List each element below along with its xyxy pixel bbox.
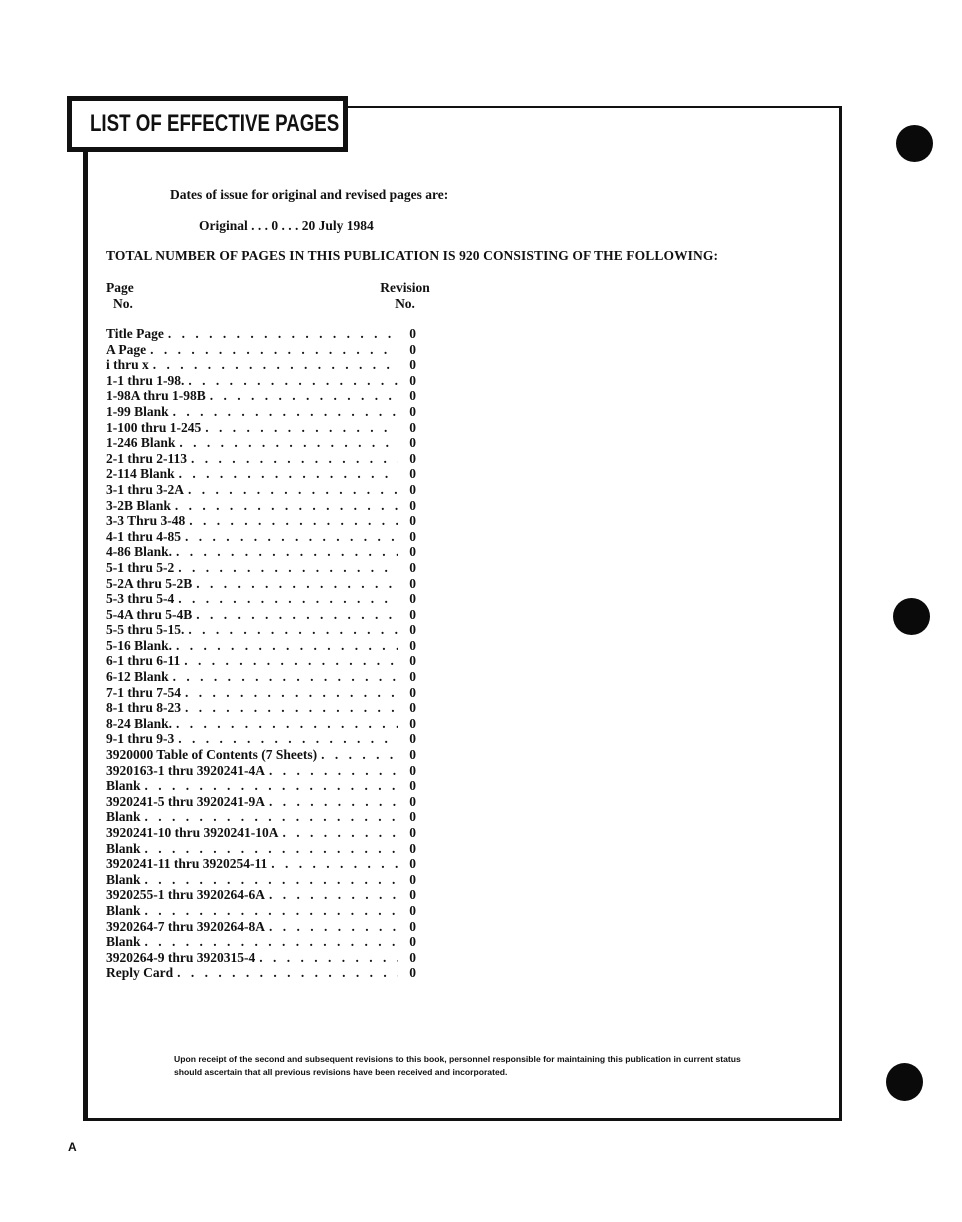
page-number-cell: Blank [106,934,141,950]
table-row [106,965,416,981]
revision-number-cell: 0 [409,918,416,934]
page-no-header [106,280,134,312]
page-number-cell: 5-5 thru 5-15. [106,622,185,638]
page-number-cell: 1-100 thru 1-245 [106,419,202,435]
page-number-cell: 3920000 Table of Contents (7 Sheets) [106,747,318,763]
page-number-cell: 5-4A thru 5-4B [106,606,193,622]
dot-leader [174,560,398,576]
table-row [106,887,416,903]
page-number-cell: 3-3 Thru 3-48 [106,513,186,529]
revision-number-cell: 0 [409,372,416,388]
revision-number-cell: 0 [409,466,416,482]
punch-hole-top [896,125,933,162]
table-row [106,435,416,451]
dot-leader [192,576,398,592]
page-number-cell: 6-1 thru 6-11 [106,653,181,669]
page-number-cell: 1-98A thru 1-98B [106,388,206,404]
effective-pages-list [106,326,416,981]
page-number-cell: Blank [106,871,141,887]
page-number-cell: 5-2A thru 5-2B [106,575,193,591]
dot-leader [141,778,398,794]
revision-number-cell: 0 [409,669,416,685]
revision-number-cell: 0 [409,419,416,435]
table-row [106,638,416,654]
page-number-cell: 8-24 Blank. [106,715,173,731]
table-row [106,763,416,779]
table-row [106,747,416,763]
dot-leader [146,342,398,358]
revision-number-cell: 0 [409,481,416,497]
dot-leader [317,747,398,763]
revision-header-line2: No. [395,296,415,311]
dot-leader [181,529,398,545]
punch-hole-middle [893,598,930,635]
table-row [106,466,416,482]
table-row [106,841,416,857]
page-number-cell: 1-246 Blank [106,435,176,451]
table-row [106,326,416,342]
page-header-line2: No. [113,296,133,311]
table-row [106,622,416,638]
table-row [106,576,416,592]
page-number-cell: 3920163-1 thru 3920241-4A [106,762,265,778]
dot-leader [184,373,398,389]
page-number-cell: 4-1 thru 4-85 [106,528,181,544]
table-row [106,513,416,529]
dot-leader [172,716,398,732]
table-row [106,809,416,825]
revision-number-cell: 0 [409,357,416,373]
dot-leader [172,638,398,654]
revision-number-cell: 0 [409,840,416,856]
revision-number-cell: 0 [409,809,416,825]
revision-number-cell: 0 [409,575,416,591]
page-number-cell: 1-99 Blank [106,403,169,419]
revision-number-cell: 0 [409,559,416,575]
dates-of-issue-line: Dates of issue for original and revised pages are: [170,187,449,202]
dot-leader [181,685,398,701]
table-row [106,357,416,373]
revision-number-cell: 0 [409,700,416,716]
revision-number-cell: 0 [409,591,416,607]
revision-number-cell: 0 [409,871,416,887]
revision-number-cell: 0 [409,902,416,918]
table-row [106,700,416,716]
table-row [106,373,416,389]
dot-leader [169,669,398,685]
page-number-cell: 1-1 thru 1-98. [106,372,185,388]
revision-number-cell: 0 [409,747,416,763]
revision-number-cell: 0 [409,544,416,560]
total-pages-line: TOTAL NUMBER OF PAGES IN THIS PUBLICATION IS 920 CONSISTING OF THE FOLLOWING: [106,248,719,263]
revision-number-cell: 0 [409,403,416,419]
revision-number-cell: 0 [409,684,416,700]
dot-leader [255,950,398,966]
dot-leader [187,451,398,467]
table-row [106,560,416,576]
dot-leader [141,903,398,919]
table-row [106,950,416,966]
page-number-cell: Blank [106,809,141,825]
dot-leader [265,763,398,779]
table-row [106,872,416,888]
table-row [106,825,416,841]
table-row [106,653,416,669]
revision-number-cell: 0 [409,341,416,357]
page-number-cell: 9-1 thru 9-3 [106,731,175,747]
dot-leader [174,591,398,607]
table-row [106,856,416,872]
page-number-cell: 2-114 Blank [106,466,175,482]
table-row [106,607,416,623]
revision-number-cell: 0 [409,513,416,529]
table-row [106,498,416,514]
page-number-cell: 3920241-10 thru 3920241-10A [106,825,279,840]
page-number-cell: Title Page [106,326,164,341]
table-row [106,482,416,498]
page-number-cell: Reply Card [106,965,174,981]
page-number-cell: 6-12 Blank [106,669,169,685]
page-number-cell: 5-1 thru 5-2 [106,559,175,575]
dot-leader [180,653,398,669]
page-number-cell: 3920264-9 thru 3920315-4 [106,949,256,965]
page-number-cell: 5-3 thru 5-4 [106,591,175,607]
revision-number-cell: 0 [409,856,416,872]
dot-leader [164,326,398,342]
page-number-cell: 3920264-7 thru 3920264-8A [106,918,265,934]
page-title: LIST OF EFFECTIVE PAGES [90,110,340,137]
dot-leader [149,357,398,373]
dot-leader [181,700,398,716]
revision-number-cell: 0 [409,606,416,622]
page-number-cell: 3920255-1 thru 3920264-6A [106,887,265,903]
revision-number-cell: 0 [409,715,416,731]
revision-number-cell: 0 [409,326,416,341]
revision-number-cell: 0 [409,949,416,965]
table-row [106,451,416,467]
page-number-cell: 2-1 thru 2-113 [106,450,187,466]
page-number-cell: A Page [106,341,147,357]
dot-leader [265,919,398,935]
page-number-cell: 8-1 thru 8-23 [106,700,181,716]
table-row [106,420,416,436]
page-number-cell: 7-1 thru 7-54 [106,684,181,700]
revision-number-cell: 0 [409,622,416,638]
original-issue-line: Original . . . 0 . . . 20 July 1984 [199,218,374,233]
page-number-cell: 3920241-5 thru 3920241-9A [106,793,265,809]
punch-hole-bottom [886,1063,923,1101]
table-row [106,716,416,732]
page-letter: A [68,1140,77,1154]
table-row [106,342,416,358]
page-number-cell: i thru x [106,357,149,373]
page-number-cell: 3920241-11 thru 3920254-11 [106,856,268,872]
revision-no-header [374,280,436,312]
dot-leader [169,404,398,420]
dot-leader [184,622,398,638]
dot-leader [141,872,398,888]
page-number-cell: 5-16 Blank. [106,637,173,653]
revision-number-cell: 0 [409,762,416,778]
revision-number-cell: 0 [409,965,416,981]
page-number-cell: 3-2B Blank [106,497,171,513]
dot-leader [141,809,398,825]
revision-number-cell: 0 [409,435,416,451]
table-row [106,778,416,794]
dot-leader [267,856,398,872]
dot-leader [175,435,398,451]
revision-number-cell: 0 [409,731,416,747]
table-row [106,388,416,404]
dot-leader [141,934,398,950]
page-number-cell: 3-1 thru 3-2A [106,481,184,497]
table-row [106,685,416,701]
table-row [106,794,416,810]
page-number-cell: Blank [106,902,141,918]
title-box [67,96,348,152]
revision-header-line1: Revision [380,280,430,295]
dot-leader [141,841,398,857]
table-row [106,669,416,685]
revision-number-cell: 0 [409,778,416,794]
dot-leader [174,731,398,747]
dot-leader [173,965,398,981]
dot-leader [184,482,398,498]
table-row [106,903,416,919]
revision-number-cell: 0 [409,793,416,809]
revision-number-cell: 0 [409,825,416,840]
table-row [106,934,416,950]
dot-leader [265,794,398,810]
dot-leader [172,544,398,560]
revision-number-cell: 0 [409,653,416,669]
table-row [106,919,416,935]
revision-number-cell: 0 [409,637,416,653]
page-number-cell: 4-86 Blank. [106,544,173,560]
page-number-cell: Blank [106,778,141,794]
page-number-cell: Blank [106,840,141,856]
revision-number-cell: 0 [409,934,416,950]
revision-number-cell: 0 [409,887,416,903]
dot-leader [175,466,398,482]
dot-leader [206,388,398,404]
table-row [106,529,416,545]
dot-leader [192,607,398,623]
dot-leader [171,498,398,514]
table-row [106,731,416,747]
revision-number-cell: 0 [409,497,416,513]
dot-leader [265,887,398,903]
dot-leader [279,825,399,841]
revision-number-cell: 0 [409,528,416,544]
revision-footnote: Upon receipt of the second and subsequent revisions to this book, personnel responsible for maintaining this publication in current status should ascertain that all previous revisions have been received and incorporated. [174,1054,741,1077]
revision-number-cell: 0 [409,450,416,466]
table-row [106,591,416,607]
table-row [106,404,416,420]
dot-leader [185,513,398,529]
revision-number-cell: 0 [409,388,416,404]
table-row [106,544,416,560]
dot-leader [201,420,398,436]
page-header-line1: Page [106,280,134,295]
